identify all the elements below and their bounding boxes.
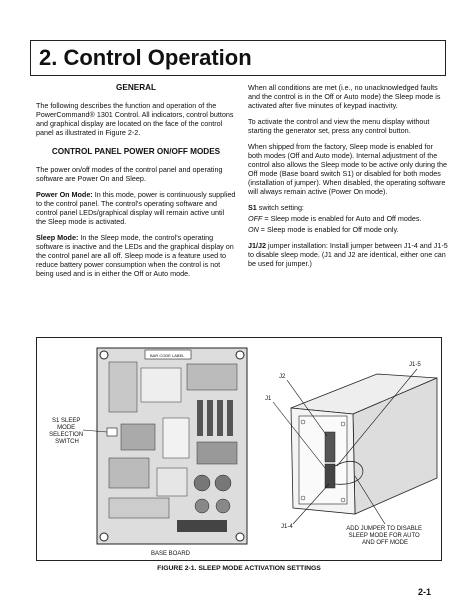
- power-modes-heading: CONTROL PANEL POWER ON/OFF MODES: [51, 147, 221, 156]
- on-paragraph: [248, 225, 448, 234]
- right-column: [248, 83, 448, 275]
- s1-paragraph: [248, 203, 448, 212]
- j2-label: J2: [279, 374, 286, 380]
- s1-label-line: S1 SLEEP: [52, 418, 81, 424]
- sleep-text: In the Sleep mode, the control's operating software is inactive and the LEDs and the graphical display on the control panel are all off. Sleep mode is a feature used to reduce battery power consumption when the control is not being used and is in either the Off or Auto mode.: [36, 233, 234, 278]
- jumper-paragraph: [248, 241, 448, 268]
- off-text: = Sleep mode is enabled for Auto and Off modes.: [262, 214, 422, 223]
- on-lead: ON: [248, 225, 259, 234]
- general-paragraph: The following describes the function and operation of the PowerCommand® 1301 Control. All indicators, control buttons and graphical display are located on the face of the control panel as illustrated in Figure 2-2.: [36, 101, 234, 137]
- jumper-note-line: SLEEP MODE FOR AUTO: [348, 533, 420, 539]
- base-board-drawing: [97, 348, 247, 544]
- jumper-note: [346, 526, 423, 546]
- power-on-text: In this mode, power is continuously supplied to the control panel. The control's operating software and control panel LEDs/graphical display will remain active until the Sleep mode is activated.: [36, 190, 236, 226]
- s1-switch-label: [49, 418, 85, 445]
- jumper-lead: J1/J2: [248, 241, 266, 250]
- s1-text: switch setting:: [256, 203, 304, 212]
- off-lead: OFF: [248, 214, 263, 223]
- power-on-lead: Power On Mode:: [36, 190, 93, 199]
- page-number: 2-1: [418, 587, 432, 597]
- j1-5-label: J1-5: [409, 362, 421, 368]
- s1-label-line: SWITCH: [55, 439, 79, 445]
- sleep-paragraph: [36, 233, 236, 278]
- left-column: [36, 83, 236, 285]
- jumper-note-line: ADD JUMPER TO DISABLE: [346, 526, 423, 532]
- figure-caption: FIGURE 2-1. SLEEP MODE ACTIVATION SETTINGS: [157, 565, 321, 572]
- sleep-lead: Sleep Mode:: [36, 233, 79, 242]
- barcode-label: BAR CODE LABEL: [150, 353, 185, 358]
- general-heading: GENERAL: [115, 83, 157, 92]
- power-on-paragraph: [36, 190, 236, 226]
- jumper-note-line: AND OFF MODE: [362, 540, 408, 546]
- base-board-label: BASE BOARD: [151, 551, 191, 557]
- j1-label: J1: [265, 396, 272, 402]
- figure-illustration: [37, 338, 443, 562]
- conditions-paragraph: When all conditions are met (i.e., no unacknowledged faults and the control is in the Off or Auto mode) the Sleep mode is activated after five minutes of keypad inactivity.: [248, 83, 441, 110]
- j1-4-label: J1-4: [281, 524, 293, 530]
- off-paragraph: [248, 214, 448, 223]
- on-text: = Sleep mode is enabled for Off mode only.: [258, 225, 399, 234]
- jumper-text: jumper installation: Install jumper between J1-4 and J1-5 to disable sleep mode. (J1 and J2 are identical, either one can be used for jumper.): [248, 241, 448, 268]
- activate-paragraph: To activate the control and view the menu display without starting the generator set, press any control button.: [248, 117, 430, 135]
- figure-box: [36, 337, 442, 561]
- s1-lead: S1: [248, 203, 257, 212]
- s1-label-line: SELECTION: [49, 432, 84, 438]
- factory-paragraph: When shipped from the factory, Sleep mode is enabled for both modes (Off and Auto mode). Internal adjustment of the control also allows the Sleep mode to be active only during the Off mode (Base board switch S1) or disabled for both modes (installation of jumper). When disabled, the operating software will always remain active (Power On mode).: [248, 142, 447, 196]
- page-header: [30, 40, 446, 76]
- enclosure-drawing: [291, 374, 437, 514]
- s1-label-line: MODE: [57, 425, 76, 431]
- page-title: 2. Control Operation: [39, 45, 252, 70]
- power-modes-paragraph: The power on/off modes of the control panel and operating software are Power On and Sleep.: [36, 165, 223, 183]
